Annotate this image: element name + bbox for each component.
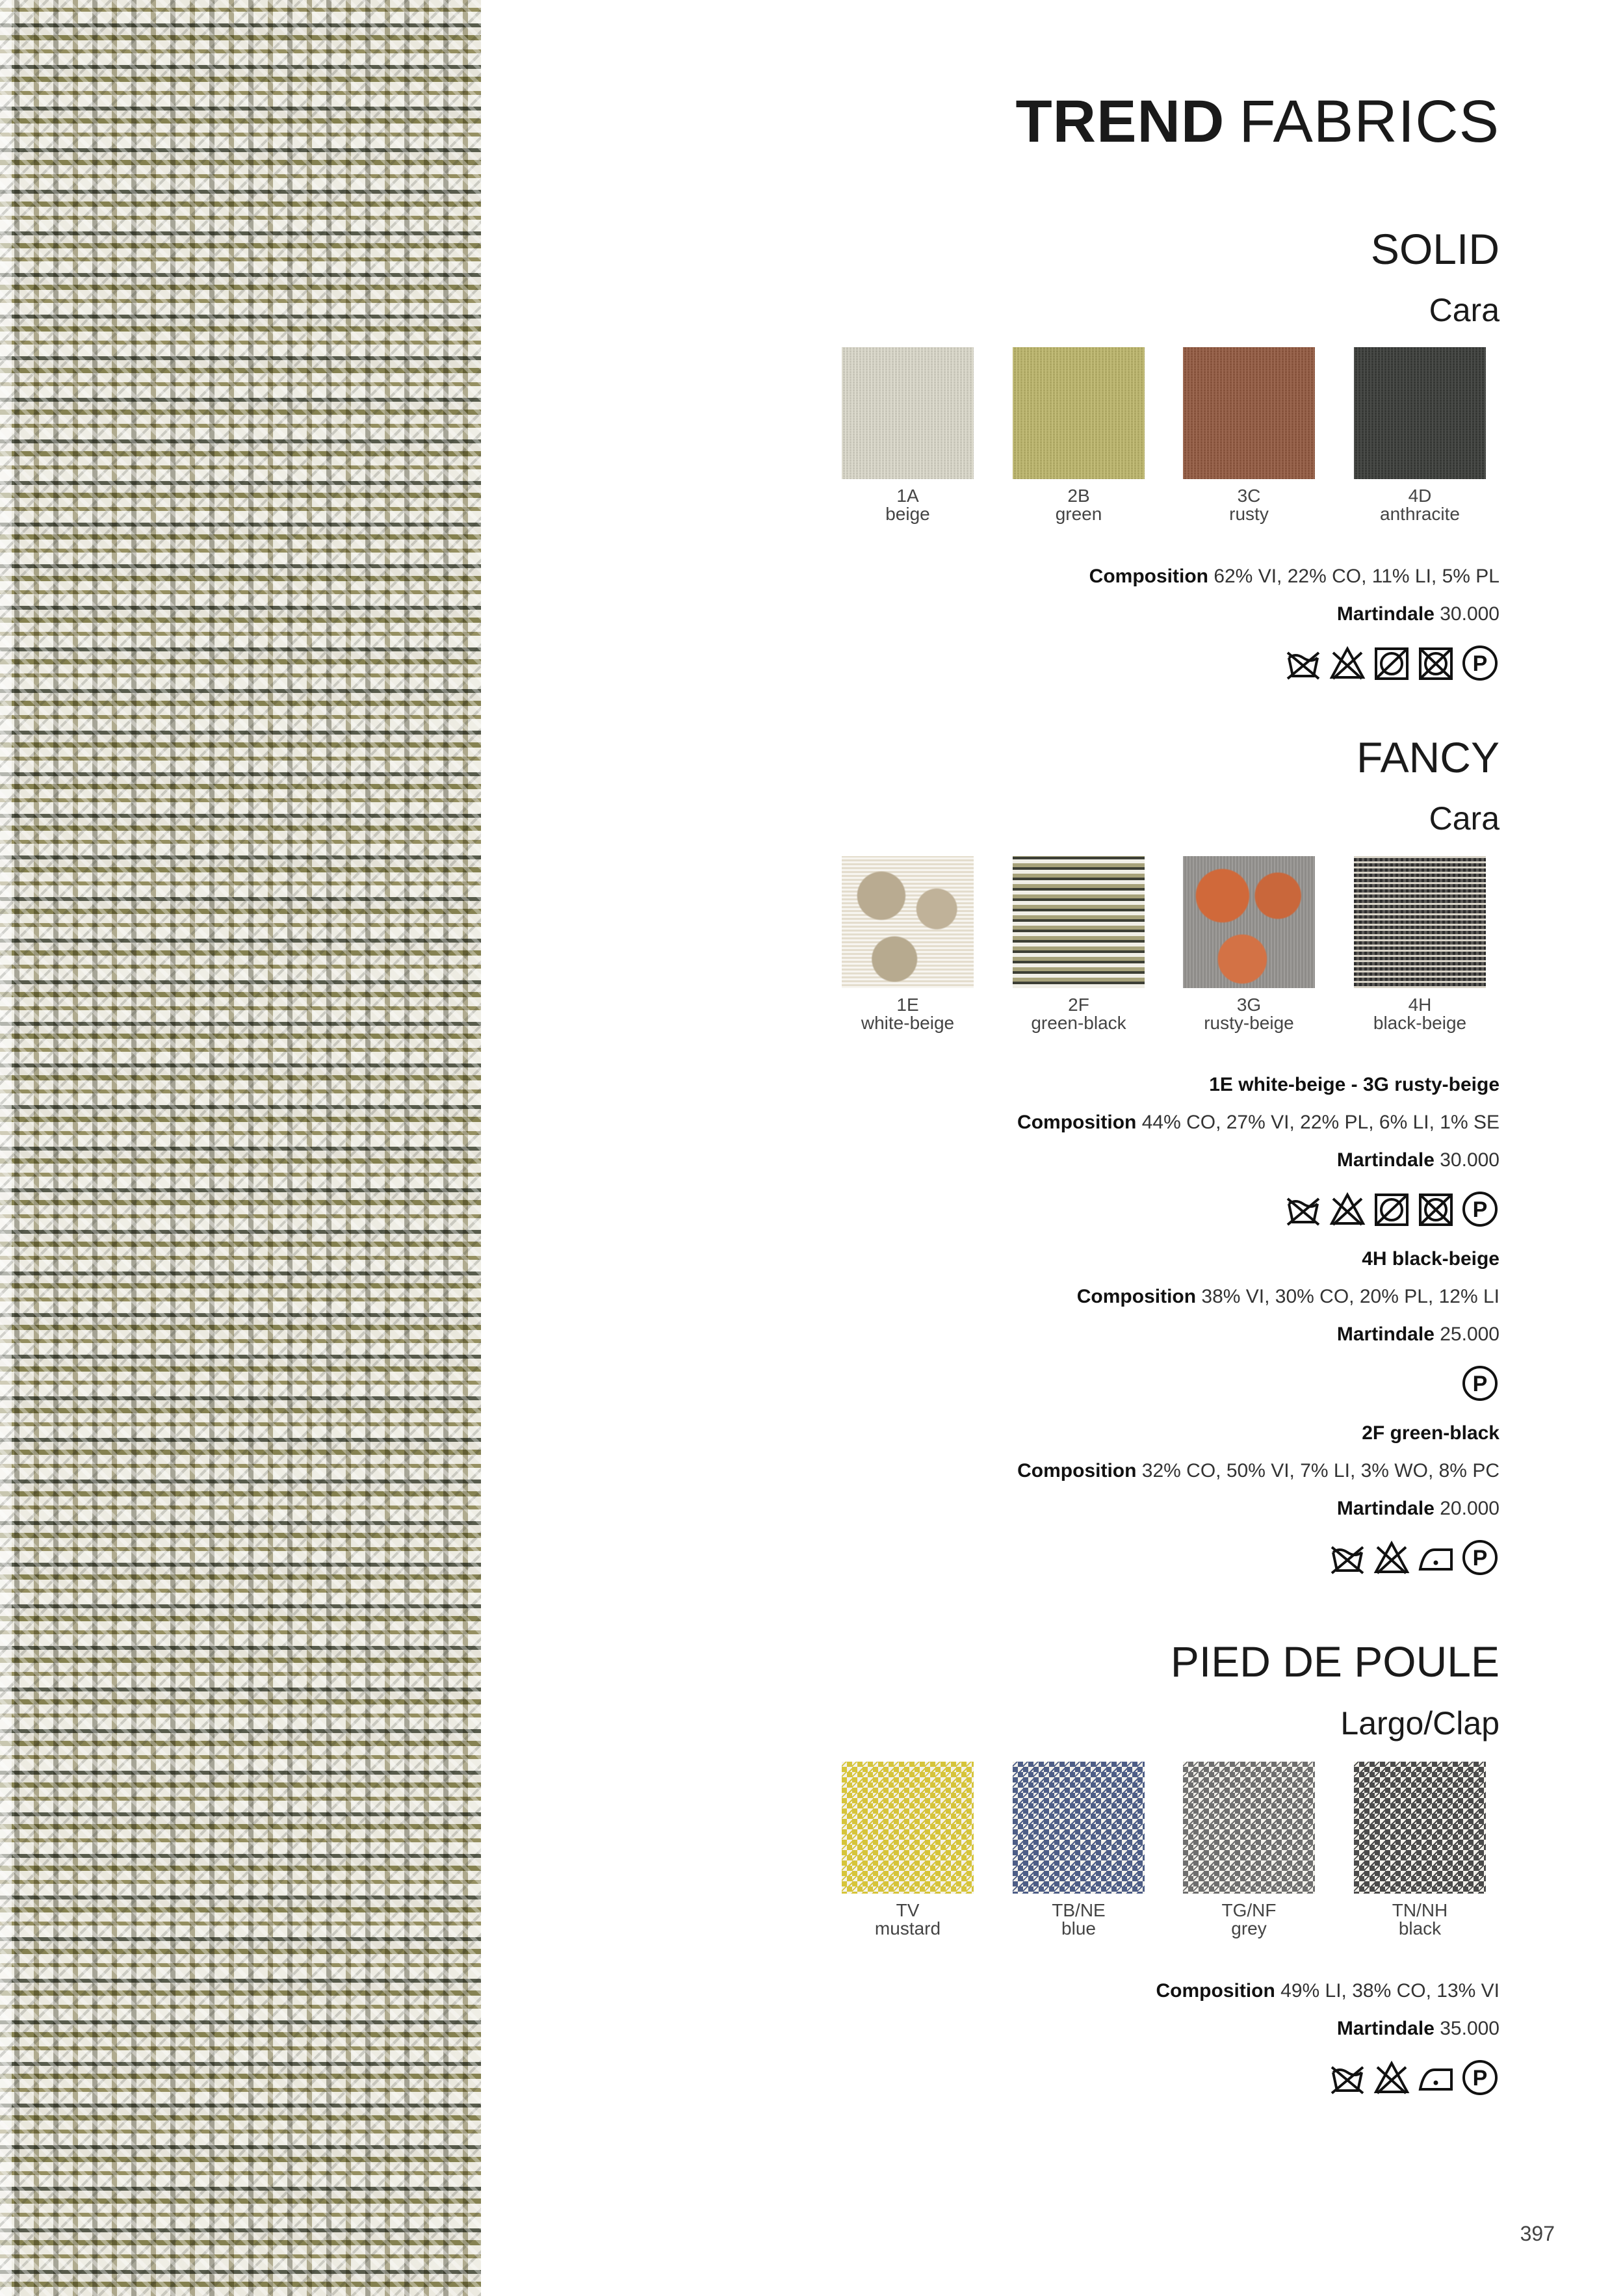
swatch-name: blue <box>1061 1918 1096 1938</box>
swatch-code: 3G <box>1236 995 1262 1015</box>
swatch-tv[interactable] <box>842 1762 974 1938</box>
swatch-chip <box>1013 347 1145 479</box>
swatch-row-fancy <box>842 856 1502 1033</box>
swatch-code: TN/NH <box>1392 1900 1448 1920</box>
iron-low-icon <box>1416 1538 1455 1577</box>
no-bleach-icon <box>1328 1190 1367 1229</box>
swatch-chip <box>1183 347 1315 479</box>
composition-label: Composition <box>1089 566 1208 587</box>
swatch-3c[interactable] <box>1183 347 1315 523</box>
swatch-row-pied-de-poule <box>842 1762 1502 1938</box>
martindale-label: Martindale <box>1336 1149 1435 1171</box>
professional-clean-p-icon <box>1461 2058 1500 2097</box>
svg-text:P: P <box>1472 1197 1488 1222</box>
no-tumble-dry-icon <box>1372 644 1411 683</box>
swatch-code: TV <box>896 1900 920 1920</box>
swatch-3g[interactable] <box>1183 856 1315 1032</box>
swatch-chip <box>842 347 974 479</box>
no-wash-icon <box>1328 1538 1367 1577</box>
martindale-label: Martindale <box>1336 603 1435 625</box>
swatch-code: TG/NF <box>1221 1900 1277 1920</box>
section-title-pied-de-poule: PIED DE POULE <box>1170 1637 1500 1686</box>
section-subtitle-fancy: Cara <box>1429 800 1500 837</box>
martindale-value: 25.000 <box>1440 1324 1500 1345</box>
swatch-chip <box>1183 1762 1315 1894</box>
composition-line-2f <box>1017 1460 1500 1482</box>
care-icons-pied-de-poule <box>1328 2058 1500 2097</box>
composition-label: Composition <box>1156 1980 1275 2002</box>
professional-clean-p-icon <box>1461 1538 1500 1577</box>
swatch-name: rusty <box>1229 504 1269 524</box>
swatch-code: 4D <box>1408 486 1432 506</box>
swatch-4d[interactable] <box>1354 347 1486 523</box>
swatch-name: green-black <box>1031 1013 1126 1033</box>
swatch-name: white-beige <box>861 1013 955 1033</box>
section-subtitle-pied-de-poule: Largo/Clap <box>1340 1705 1500 1742</box>
martindale-label: Martindale <box>1336 1498 1435 1519</box>
swatch-chip <box>842 1762 974 1894</box>
no-wash-icon <box>1284 1190 1323 1229</box>
swatch-chip <box>1354 1762 1486 1894</box>
no-tumble-dry-icon <box>1372 1190 1411 1229</box>
composition-value: 49% LI, 38% CO, 13% VI <box>1280 1980 1500 2002</box>
swatch-chip <box>842 856 974 988</box>
martindale-label: Martindale <box>1336 1324 1435 1345</box>
composition-line-4h <box>1077 1286 1500 1308</box>
swatch-chip <box>1013 1762 1145 1894</box>
swatch-name: beige <box>885 504 930 524</box>
composition-value: 32% CO, 50% VI, 7% LI, 3% WO, 8% PC <box>1141 1460 1500 1481</box>
composition-label: Composition <box>1017 1460 1137 1481</box>
composition-value: 38% VI, 30% CO, 20% PL, 12% LI <box>1201 1286 1500 1307</box>
swatch-chip <box>1183 856 1315 988</box>
care-icons-solid <box>1284 644 1500 683</box>
martindale-value: 35.000 <box>1440 2018 1500 2039</box>
variant-heading-1e-3g: 1E white-beige - 3G rusty-beige <box>1209 1074 1500 1095</box>
professional-clean-p-icon <box>1461 1364 1500 1403</box>
swatch-chip <box>1354 347 1486 479</box>
variant-heading-2f: 2F green-black <box>1362 1422 1500 1444</box>
swatch-code: 3C <box>1237 486 1261 506</box>
svg-text:P: P <box>1472 1372 1488 1396</box>
swatch-code: 1A <box>896 486 919 506</box>
professional-clean-p-icon <box>1461 1190 1500 1229</box>
swatch-chip <box>1013 856 1145 988</box>
professional-clean-p-icon <box>1461 644 1500 683</box>
swatch-row-solid <box>842 347 1502 524</box>
martindale-line-4h <box>1337 1324 1500 1346</box>
swatch-code: 1E <box>896 995 919 1015</box>
page-title-light: FABRICS <box>1239 88 1500 155</box>
swatch-1e[interactable] <box>842 856 974 1032</box>
variant-heading-4h: 4H black-beige <box>1362 1248 1500 1270</box>
swatch-chip <box>1354 856 1486 988</box>
no-wash-icon <box>1284 644 1323 683</box>
page-number: 397 <box>1520 2222 1555 2245</box>
svg-text:P: P <box>1472 2066 1488 2091</box>
swatch-1a[interactable] <box>842 347 974 523</box>
swatch-4h[interactable] <box>1354 856 1486 1032</box>
swatch-tg-nf[interactable] <box>1183 1762 1315 1938</box>
swatch-name: black-beige <box>1373 1013 1467 1033</box>
swatch-tb-ne[interactable] <box>1013 1762 1145 1938</box>
swatch-name: anthracite <box>1380 504 1460 524</box>
swatch-name: grey <box>1231 1918 1267 1938</box>
no-bleach-icon <box>1328 644 1367 683</box>
martindale-line-1e-3g <box>1337 1149 1500 1171</box>
no-bleach-icon <box>1372 2058 1411 2097</box>
swatch-2f[interactable] <box>1013 856 1145 1032</box>
page-title <box>1015 88 1500 156</box>
composition-line-pied-de-poule <box>1156 1980 1500 2002</box>
swatch-2b[interactable] <box>1013 347 1145 523</box>
no-wash-icon <box>1328 2058 1367 2097</box>
swatch-name: green <box>1055 504 1102 524</box>
martindale-value: 20.000 <box>1440 1498 1500 1519</box>
svg-text:P: P <box>1472 651 1488 676</box>
composition-value: 44% CO, 27% VI, 22% PL, 6% LI, 1% SE <box>1141 1112 1500 1133</box>
iron-low-icon <box>1416 2058 1455 2097</box>
section-title-fancy: FANCY <box>1356 733 1500 781</box>
section-subtitle-solid: Cara <box>1429 292 1500 328</box>
no-dry-icon <box>1416 644 1455 683</box>
no-bleach-icon <box>1372 1538 1411 1577</box>
swatch-code: TB/NE <box>1052 1900 1106 1920</box>
martindale-value: 30.000 <box>1440 1149 1500 1171</box>
swatch-name: mustard <box>874 1918 941 1938</box>
martindale-label: Martindale <box>1336 2018 1435 2039</box>
martindale-line-2f <box>1337 1498 1500 1520</box>
composition-label: Composition <box>1017 1112 1137 1133</box>
swatch-code: 2F <box>1068 995 1089 1015</box>
care-icons-1e-3g <box>1284 1190 1500 1229</box>
composition-line-solid <box>1089 566 1500 588</box>
fabric-texture-image <box>0 0 481 2296</box>
no-dry-icon <box>1416 1190 1455 1229</box>
martindale-line-solid <box>1337 603 1500 625</box>
swatch-tn-nh[interactable] <box>1354 1762 1486 1938</box>
page-title-bold: TREND <box>1015 88 1225 155</box>
composition-line-1e-3g <box>1017 1112 1500 1134</box>
martindale-value: 30.000 <box>1440 603 1500 625</box>
care-icons-4h <box>1461 1364 1500 1403</box>
martindale-line-pied-de-poule <box>1337 2018 1500 2040</box>
svg-text:P: P <box>1472 1546 1488 1571</box>
section-title-solid: SOLID <box>1370 225 1500 273</box>
composition-value: 62% VI, 22% CO, 11% LI, 5% PL <box>1214 566 1500 587</box>
swatch-code: 4H <box>1408 995 1432 1015</box>
care-icons-2f <box>1328 1538 1500 1577</box>
composition-label: Composition <box>1076 1286 1197 1307</box>
swatch-name: rusty-beige <box>1204 1013 1294 1033</box>
swatch-name: black <box>1398 1918 1442 1938</box>
swatch-code: 2B <box>1067 486 1090 506</box>
